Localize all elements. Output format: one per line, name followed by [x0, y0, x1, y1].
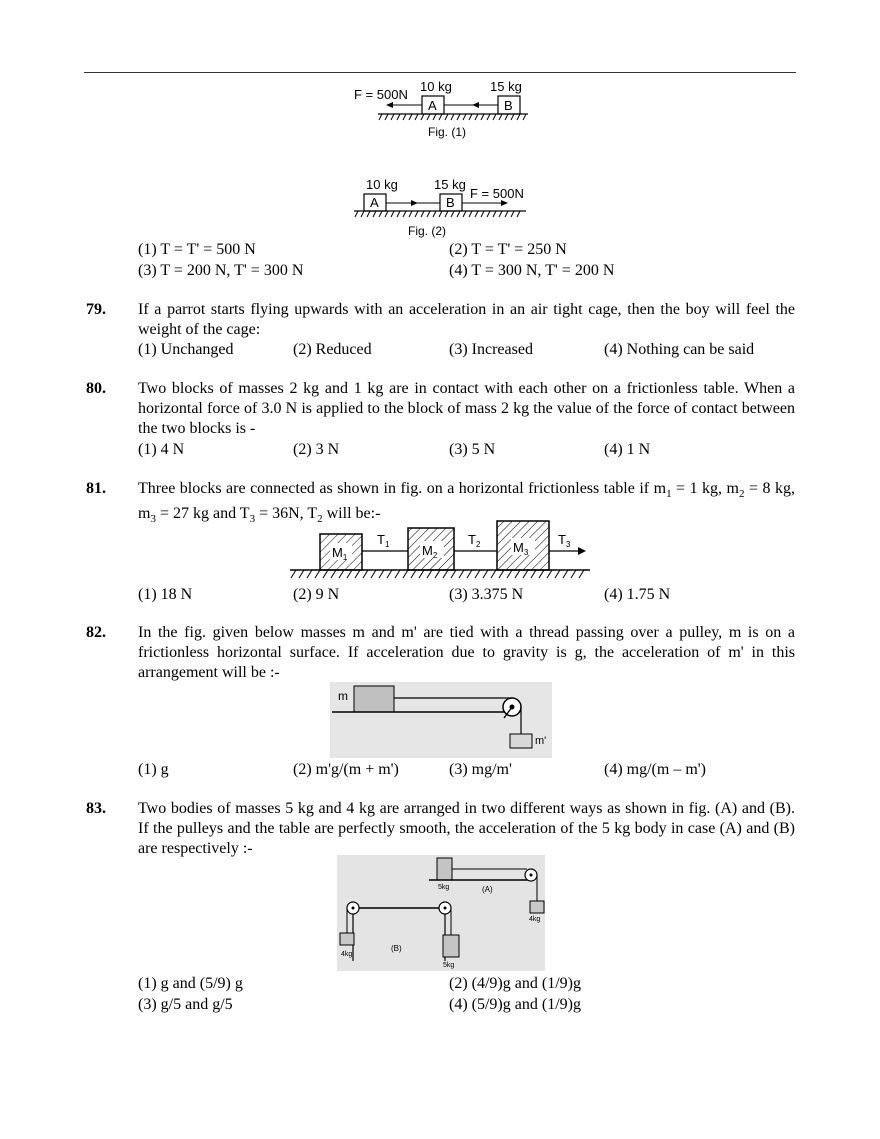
mass-m-label: m	[338, 689, 348, 703]
fig-b-label: (B)	[391, 944, 402, 953]
header-rule	[84, 72, 796, 73]
q80-text: Two blocks of masses 2 kg and 1 kg are in contact with each other on a frictionless table. When a horizontal force of 3.0 N is applied to the block of mass 2 kg the value of the force of contact between the two blocks is -	[138, 380, 795, 437]
fig2-mass-b-label: 15 kg	[434, 177, 466, 192]
block-m1-label: $M_1$	[332, 545, 348, 562]
q83-option-3: (3) g/5 and g/5	[138, 996, 233, 1013]
q78-figure-2	[346, 172, 536, 240]
q80-number: 80.	[86, 380, 106, 397]
q83-option-1: (1) g and (5/9) g	[138, 975, 243, 992]
q81-option-3: (3) 3.375 N	[449, 586, 524, 603]
q79-option-4: (4) Nothing can be said	[604, 341, 755, 358]
fig1-mass-a-label: 10 kg	[420, 79, 452, 94]
q82-option-1: (1) g	[138, 761, 169, 778]
fig1-caption: Fig. (1)	[428, 125, 467, 139]
q81-figure	[288, 516, 592, 582]
q81-option-1: (1) 18 N	[138, 586, 193, 603]
q82-option-2: (2) m'g/(m + m')	[293, 761, 399, 778]
q83-option-4: (4) (5/9)g and (1/9)g	[449, 996, 581, 1013]
fig-a-5kg-label: 5kg	[438, 884, 450, 891]
fig2-mass-a-label: 10 kg	[366, 177, 398, 192]
fig1-block-b: B	[504, 98, 513, 113]
fig1-block-a: A	[428, 98, 437, 113]
fig-b-4kg-label: 4kg	[341, 951, 353, 958]
q81-option-2: (2) 9 N	[293, 586, 340, 603]
q81-option-4: (4) 1.75 N	[604, 586, 671, 603]
tension-t1-label: $T_1$	[377, 532, 390, 549]
fig-a-4kg-label: 4kg	[529, 916, 541, 923]
q78-option-4: (4) T = 300 N, T' = 200 N	[449, 262, 615, 279]
q79-option-1: (1) Unchanged	[138, 341, 234, 358]
q82-option-3: (3) mg/m'	[449, 761, 512, 778]
q79-number: 79.	[86, 301, 106, 318]
fig2-block-a: A	[370, 195, 379, 210]
tension-t3-label: $T_3$	[558, 532, 571, 549]
fig2-caption: Fig. (2)	[408, 224, 447, 238]
q79-option-3: (3) Increased	[449, 341, 533, 358]
tension-t2-label: $T_2$	[468, 532, 481, 549]
q80-option-4: (4) 1 N	[604, 441, 651, 458]
fig1-mass-b-label: 15 kg	[490, 79, 522, 94]
q78-option-3: (3) T = 200 N, T' = 300 N	[138, 262, 304, 279]
fig2-force-label: F = 500N	[470, 186, 524, 201]
q78-figure-1	[346, 76, 536, 146]
q80-option-3: (3) 5 N	[449, 441, 496, 458]
q82-text: In the fig. given below masses m and m' are tied with a thread passing over a pulley, m is on a frictionless horizontal surface. If acceleration due to gravity is g, the acceleration of m' in this arrangement will be :-	[138, 624, 795, 681]
q82-option-4: (4) mg/(m – m')	[604, 761, 706, 778]
q79-text: If a parrot starts flying upwards with an acceleration in an air tight cage, then the boy will feel the weight of the cage:	[138, 301, 795, 338]
q78-option-1: (1) T = T' = 500 N	[138, 241, 256, 258]
q78-option-2: (2) T = T' = 250 N	[449, 241, 567, 258]
q81-text: Three blocks are connected as shown in fig. on a horizontal frictionless table if $m_1 = 1$ kg, $m_2 = 8$ kg, $m_3 = 27$ kg and $T_3 = 36N$, $T_2$ will be:-	[138, 480, 795, 526]
q83-text: Two bodies of masses 5 kg and 4 kg are arranged in two different ways as shown in fig. (A) and (B). If the pulleys and the table are perfectly smooth, the acceleration of the 5 kg body in case (A) and (B) are respectively :-	[138, 800, 795, 857]
fig-a-label: (A)	[482, 885, 493, 894]
block-m2-label: $M_2$	[422, 543, 438, 560]
q83-number: 83.	[86, 800, 106, 817]
fig-b-5kg-label: 5kg	[443, 962, 455, 969]
q83-figure	[337, 855, 545, 971]
q82-figure	[330, 682, 552, 758]
q81-number: 81.	[86, 480, 106, 497]
q80-option-1: (1) 4 N	[138, 441, 185, 458]
fig1-force-label: F = 500N	[354, 87, 408, 102]
q83-option-2: (2) (4/9)g and (1/9)g	[449, 975, 581, 992]
block-m3-label: $M_3$	[513, 540, 529, 557]
mass-m-prime-label: m'	[535, 735, 547, 747]
q79-option-2: (2) Reduced	[293, 341, 372, 358]
fig2-block-b: B	[446, 195, 455, 210]
q82-number: 82.	[86, 624, 106, 641]
q80-option-2: (2) 3 N	[293, 441, 340, 458]
